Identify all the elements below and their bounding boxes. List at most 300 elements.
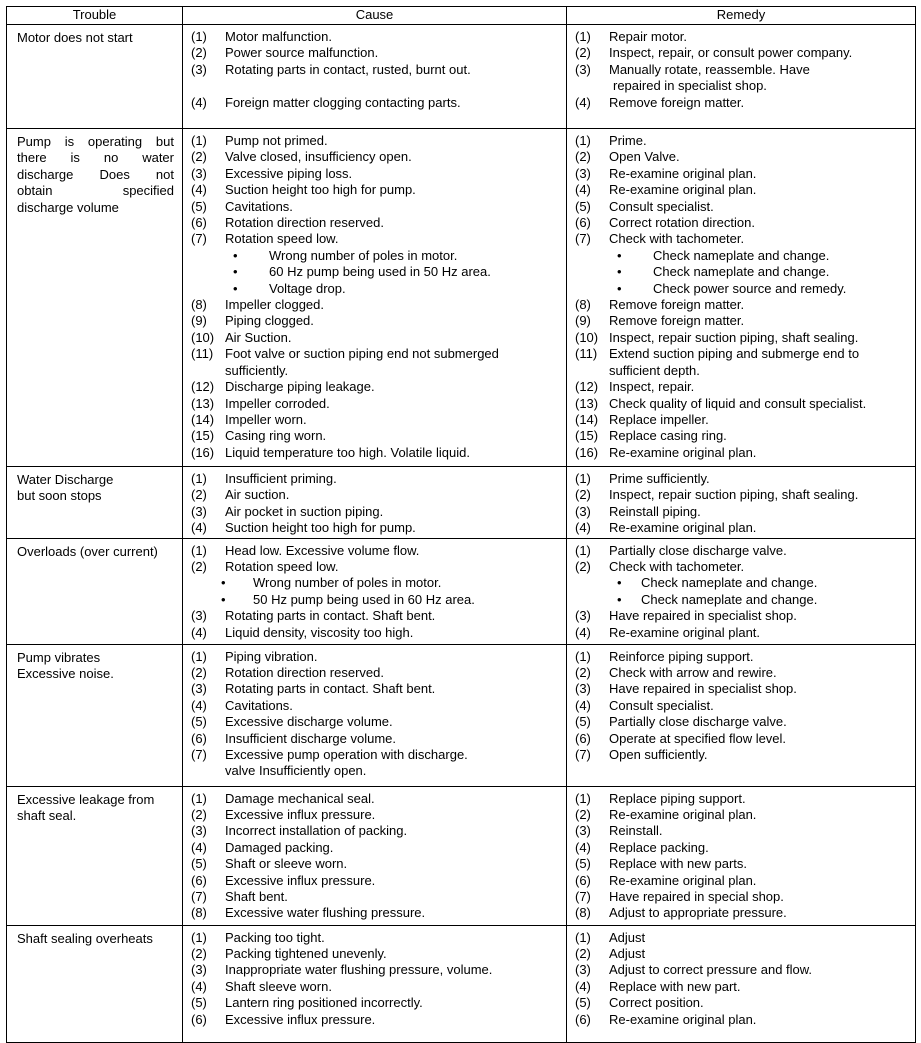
item-number: (6) <box>575 1011 591 1027</box>
cause-item <box>191 649 562 665</box>
item-number: (3) <box>191 681 207 697</box>
cause-item <box>191 608 562 624</box>
remedy-item <box>575 962 911 978</box>
cause-item <box>191 346 562 379</box>
item-text: Have repaired in specialist shop. <box>609 608 797 624</box>
item-text: Adjust to correct pressure and flow. <box>609 962 813 978</box>
bullet-dot-icon: • <box>617 575 622 591</box>
cause-item <box>191 873 562 889</box>
item-text: Partially close discharge valve. <box>609 714 787 730</box>
cause-cell <box>183 786 567 925</box>
cause-item <box>191 166 562 182</box>
item-number: (3) <box>575 608 591 624</box>
remedy-cell <box>567 786 916 925</box>
item-text: Excessive discharge volume. <box>225 714 393 730</box>
item-text: Insufficient priming. <box>225 471 337 486</box>
item-number: (2) <box>191 487 207 503</box>
header-remedy: Remedy <box>567 7 916 25</box>
item-text: Air Suction. <box>225 329 292 345</box>
remedy-item <box>575 379 911 395</box>
item-number: (15) <box>191 428 215 444</box>
item-text: Open sufficiently. <box>609 747 708 763</box>
remedy-item <box>575 543 911 559</box>
cause-cell <box>183 129 567 467</box>
item-text: Lantern ring positioned incorrectly. <box>225 995 423 1011</box>
item-number: (2) <box>575 45 591 61</box>
remedy-item <box>575 946 911 962</box>
item-text: Adjust to appropriate pressure. <box>609 905 787 921</box>
item-number: (2) <box>575 149 591 165</box>
item-text: Adjust <box>609 929 646 945</box>
bullet-text: 60 Hz pump being used in 50 Hz area. <box>269 264 491 280</box>
bullet-dot-icon: • <box>233 264 238 280</box>
item-text: Cavitations. <box>225 697 293 713</box>
remedy-item <box>575 791 911 807</box>
item-number: (3) <box>191 503 207 519</box>
remedy-item <box>575 95 911 111</box>
remedy-item <box>575 45 911 61</box>
item-number: (5) <box>191 856 207 872</box>
item-text: Valve closed, insufficiency open. <box>225 149 412 165</box>
remedy-item <box>575 889 911 905</box>
remedy-item <box>575 487 911 503</box>
item-number: (2) <box>575 487 591 503</box>
item-number: (5) <box>191 198 207 214</box>
cause-item <box>191 445 562 461</box>
cause-item <box>191 930 562 946</box>
remedy-cell <box>567 538 916 644</box>
item-text: Re-examine original plan. <box>609 1011 757 1027</box>
item-number: (10) <box>575 329 599 345</box>
cause-item <box>191 313 562 329</box>
item-text: Have repaired in special shop. <box>609 889 784 905</box>
remedy-item <box>575 559 911 575</box>
remedy-item <box>575 747 911 763</box>
item-number: (4) <box>191 624 207 640</box>
item-text: Motor malfunction. <box>225 29 332 44</box>
item-number: (2) <box>191 665 207 681</box>
item-text: Reinstall piping. <box>609 503 701 519</box>
bullet-item <box>575 592 911 608</box>
item-text: Rotating parts in contact. Shaft bent. <box>225 608 436 624</box>
item-number: (5) <box>575 714 591 730</box>
item-number: (4) <box>191 697 207 713</box>
remedy-item <box>575 608 911 624</box>
remedy-item <box>575 856 911 872</box>
item-text-continuation: repaired in specialist shop. <box>613 78 767 94</box>
cause-item <box>191 905 562 921</box>
item-number: (6) <box>191 730 207 746</box>
bullet-dot-icon: • <box>617 280 622 296</box>
cause-item <box>191 681 562 697</box>
item-number: (5) <box>191 995 207 1011</box>
item-number: (1) <box>575 133 591 148</box>
cause-item <box>191 45 562 61</box>
item-number: (3) <box>575 165 591 181</box>
remedy-item <box>575 873 911 889</box>
item-text: Excessive water flushing pressure. <box>225 905 426 921</box>
remedy-item <box>575 182 911 198</box>
item-text: Consult specialist. <box>609 697 714 713</box>
troubleshooting-table <box>6 6 916 1043</box>
bullet-text: Voltage drop. <box>269 280 346 296</box>
item-number: (3) <box>575 681 591 697</box>
item-text: Liquid density, viscosity too high. <box>225 624 414 640</box>
header-trouble: Trouble <box>7 7 183 25</box>
item-number: (6) <box>191 215 207 231</box>
item-text-continuation: sufficiently. <box>225 362 289 378</box>
bullet-item <box>191 592 562 608</box>
item-number: (11) <box>575 346 598 362</box>
cause-item <box>191 62 562 78</box>
table-row <box>7 786 916 925</box>
item-text: Check with arrow and rewire. <box>609 665 777 681</box>
item-number: (2) <box>575 559 591 575</box>
bullet-text: Check nameplate and change. <box>641 575 818 591</box>
item-number: (3) <box>191 823 207 839</box>
bullet-item <box>575 264 911 280</box>
item-number: (4) <box>575 839 591 855</box>
cause-item <box>191 1012 562 1028</box>
item-number: (6) <box>575 730 591 746</box>
item-text: Piping clogged. <box>225 313 314 329</box>
item-text: Discharge piping leakage. <box>225 379 375 395</box>
cause-cell <box>183 25 567 129</box>
trouble-cell <box>7 644 183 786</box>
cause-item <box>191 962 562 978</box>
item-text: Adjust <box>609 946 646 962</box>
item-text: Correct rotation direction. <box>609 215 755 231</box>
item-number: (3) <box>575 962 591 978</box>
remedy-item <box>575 445 911 461</box>
item-number: (16) <box>191 444 215 460</box>
item-number: (1) <box>191 133 207 148</box>
item-number: (2) <box>191 807 207 823</box>
item-text: Air pocket in suction piping. <box>225 503 384 519</box>
bullet-text: 50 Hz pump being used in 60 Hz area. <box>253 591 475 607</box>
cause-item <box>191 995 562 1011</box>
item-text: Check with tachometer. <box>609 231 745 247</box>
troubleshooting-table-container <box>6 6 915 1027</box>
item-text: Re-examine original plan. <box>609 182 757 198</box>
cause-item <box>191 747 562 780</box>
header-cause: Cause <box>183 7 567 25</box>
item-text: Replace piping support. <box>609 790 746 806</box>
item-text: Excessive influx pressure. <box>225 1011 376 1027</box>
cause-item <box>191 698 562 714</box>
cause-item <box>191 504 562 520</box>
cause-item <box>191 823 562 839</box>
remedy-item <box>575 823 911 839</box>
item-text: Re-examine original plan. <box>609 444 757 460</box>
item-text: Impeller worn. <box>225 411 307 427</box>
item-number: (1) <box>575 648 591 664</box>
remedy-item <box>575 649 911 665</box>
bullet-item <box>191 248 562 264</box>
item-number: (13) <box>191 395 215 411</box>
bullet-text: Wrong number of poles in motor. <box>253 575 442 591</box>
cause-item <box>191 396 562 412</box>
cause-item <box>191 665 562 681</box>
remedy-item <box>575 346 911 379</box>
trouble-text: shaft seal. <box>17 808 77 824</box>
trouble-cell <box>7 786 183 925</box>
remedy-item <box>575 330 911 346</box>
item-number: (3) <box>191 962 207 978</box>
trouble-text: but soon stops <box>17 488 102 504</box>
item-number: (4) <box>575 94 591 110</box>
remedy-item <box>575 149 911 165</box>
remedy-item <box>575 62 911 95</box>
item-text: Rotating parts in contact. Shaft bent. <box>225 681 436 697</box>
remedy-cell <box>567 644 916 786</box>
item-text: Inappropriate water flushing pressure, volume. <box>225 962 493 978</box>
item-text: Liquid temperature too high. Volatile liquid. <box>225 444 470 460</box>
item-text: Replace packing. <box>609 839 709 855</box>
cause-item <box>191 330 562 346</box>
item-number: (8) <box>575 905 591 921</box>
item-number: (1) <box>191 790 207 806</box>
cause-item <box>191 182 562 198</box>
trouble-text: Excessive noise. <box>17 666 114 682</box>
remedy-item <box>575 231 911 247</box>
item-text: Foot valve or suction piping end not submerged <box>225 346 499 362</box>
item-text: Pump not primed. <box>225 133 328 148</box>
bullet-text: Check power source and remedy. <box>653 280 847 296</box>
item-number: (1) <box>191 471 207 486</box>
cause-item <box>191 807 562 823</box>
item-text: Suction height too high for pump. <box>225 520 416 536</box>
item-number: (2) <box>191 946 207 962</box>
bullet-text: Check nameplate and change. <box>653 264 830 280</box>
item-number: (1) <box>191 929 207 945</box>
bullet-item <box>575 575 911 591</box>
bullet-dot-icon: • <box>233 280 238 296</box>
item-text: Impeller corroded. <box>225 395 330 411</box>
item-text: Remove foreign matter. <box>609 297 745 313</box>
remedy-item <box>575 681 911 697</box>
item-number: (7) <box>191 747 207 763</box>
bullet-text: Check nameplate and change. <box>653 247 830 263</box>
item-text: Replace casing ring. <box>609 428 727 444</box>
cause-item <box>191 979 562 995</box>
remedy-item <box>575 166 911 182</box>
remedy-item <box>575 313 911 329</box>
item-text: Re-examine original plant. <box>609 624 761 640</box>
remedy-cell <box>567 467 916 539</box>
item-text: Replace impeller. <box>609 411 709 427</box>
item-text: Insufficient discharge volume. <box>225 730 397 746</box>
remedy-item <box>575 428 911 444</box>
item-number: (7) <box>575 231 591 247</box>
item-number: (15) <box>575 428 599 444</box>
item-number: (9) <box>191 313 207 329</box>
item-number: (3) <box>575 823 591 839</box>
trouble-text: discharge Does not <box>17 166 174 182</box>
cause-item <box>191 731 562 747</box>
item-text: Re-examine original plan. <box>609 165 757 181</box>
trouble-text: Water Discharge <box>17 472 114 487</box>
bullet-dot-icon: • <box>617 591 622 607</box>
item-number: (13) <box>575 395 599 411</box>
bullet-dot-icon: • <box>617 247 622 263</box>
item-text: Reinstall. <box>609 823 663 839</box>
item-number: (16) <box>575 444 599 460</box>
item-number: (9) <box>575 313 591 329</box>
item-text: Rotation speed low. <box>225 231 339 247</box>
trouble-text: obtain specified <box>17 183 174 199</box>
item-number: (14) <box>191 411 215 427</box>
item-text: Remove foreign matter. <box>609 94 745 110</box>
cause-cell <box>183 644 567 786</box>
item-text: Inspect, repair, or consult power company. <box>609 45 853 61</box>
remedy-item <box>575 199 911 215</box>
item-text: Rotation speed low. <box>225 559 339 575</box>
table-row <box>7 925 916 1042</box>
item-number: (12) <box>575 379 599 395</box>
item-number: (2) <box>191 149 207 165</box>
item-text: Excessive piping loss. <box>225 165 353 181</box>
item-text: Incorrect installation of packing. <box>225 823 408 839</box>
bullet-item <box>191 264 562 280</box>
item-text: Power source malfunction. <box>225 45 379 61</box>
remedy-item <box>575 930 911 946</box>
item-text: Inspect, repair suction piping, shaft sealing. <box>609 329 859 345</box>
item-text: Reinforce piping support. <box>609 648 754 664</box>
cause-item <box>191 297 562 313</box>
item-number: (6) <box>575 872 591 888</box>
item-text: Re-examine original plan. <box>609 872 757 888</box>
item-number: (7) <box>575 889 591 905</box>
cause-cell <box>183 538 567 644</box>
cause-item <box>191 379 562 395</box>
item-text: Damage mechanical seal. <box>225 790 375 806</box>
item-number: (2) <box>575 946 591 962</box>
item-number: (1) <box>575 790 591 806</box>
item-number: (5) <box>191 714 207 730</box>
cause-item <box>191 95 562 111</box>
cause-cell <box>183 467 567 539</box>
item-text-continuation: sufficient depth. <box>609 362 700 378</box>
item-number: (3) <box>575 503 591 519</box>
cause-item <box>191 487 562 503</box>
item-number: (5) <box>575 198 591 214</box>
item-number: (4) <box>575 182 591 198</box>
table-row <box>7 538 916 644</box>
item-text: Re-examine original plan. <box>609 807 757 823</box>
remedy-item <box>575 905 911 921</box>
item-number: (1) <box>575 929 591 945</box>
trouble-cell <box>7 129 183 467</box>
item-number: (7) <box>191 889 207 905</box>
item-number: (7) <box>575 747 591 763</box>
remedy-item <box>575 807 911 823</box>
item-text: Suction height too high for pump. <box>225 182 416 198</box>
item-number: (4) <box>191 839 207 855</box>
remedy-item <box>575 698 911 714</box>
trouble-cell <box>7 467 183 539</box>
trouble-text: Pump vibrates <box>17 649 101 665</box>
item-text: Head low. Excessive volume flow. <box>225 542 420 558</box>
header-row <box>7 7 916 25</box>
remedy-cell <box>567 925 916 1042</box>
item-text: Inspect, repair. <box>609 379 695 395</box>
item-text: Manually rotate, reassemble. Have <box>609 61 810 77</box>
cause-item <box>191 133 562 149</box>
trouble-text: there is no water <box>17 150 174 166</box>
remedy-item <box>575 29 911 45</box>
cause-item <box>191 199 562 215</box>
trouble-text: Motor does not start <box>17 30 133 45</box>
bullet-text: Check nameplate and change. <box>641 591 818 607</box>
item-number: (10) <box>191 329 215 345</box>
bullet-item <box>575 281 911 297</box>
item-text: Remove foreign matter. <box>609 313 745 329</box>
bullet-dot-icon: • <box>233 247 238 263</box>
remedy-item <box>575 412 911 428</box>
item-text: Excessive influx pressure. <box>225 807 376 823</box>
cause-item <box>191 231 562 247</box>
trouble-text: Overloads (over current) <box>17 543 158 559</box>
item-text-continuation: valve Insufficiently open. <box>225 763 367 779</box>
item-text: Open Valve. <box>609 149 680 165</box>
trouble-cell <box>7 25 183 129</box>
item-number: (6) <box>191 872 207 888</box>
cause-item <box>191 714 562 730</box>
remedy-item <box>575 625 911 641</box>
cause-cell <box>183 925 567 1042</box>
item-number: (4) <box>191 520 207 536</box>
item-text: Packing tightened unevenly. <box>225 946 387 962</box>
item-number: (14) <box>575 411 599 427</box>
item-text: Replace with new part. <box>609 978 741 994</box>
item-text: Excessive influx pressure. <box>225 872 376 888</box>
item-number: (4) <box>575 624 591 640</box>
remedy-item <box>575 1012 911 1028</box>
item-text: Re-examine original plan. <box>609 520 757 536</box>
remedy-item <box>575 297 911 313</box>
remedy-item <box>575 520 911 536</box>
remedy-item <box>575 731 911 747</box>
item-text: Shaft sleeve worn. <box>225 978 332 994</box>
item-text: Rotation direction reserved. <box>225 665 384 681</box>
bullet-item <box>575 248 911 264</box>
remedy-item <box>575 979 911 995</box>
item-number: (3) <box>191 165 207 181</box>
item-number: (8) <box>575 297 591 313</box>
table-row <box>7 467 916 539</box>
item-text: Repair motor. <box>609 29 688 44</box>
remedy-item <box>575 471 911 487</box>
item-text: Piping vibration. <box>225 648 318 664</box>
item-text: Casing ring worn. <box>225 428 327 444</box>
bullet-item <box>191 575 562 591</box>
item-text: Shaft or sleeve worn. <box>225 856 348 872</box>
item-number: (6) <box>191 1011 207 1027</box>
table-row <box>7 129 916 467</box>
item-number: (1) <box>575 542 591 558</box>
remedy-cell <box>567 25 916 129</box>
item-number: (1) <box>575 29 591 44</box>
trouble-text: Pump is operating but <box>17 134 174 149</box>
bullet-dot-icon: • <box>221 591 226 607</box>
trouble-cell <box>7 538 183 644</box>
table-body <box>7 25 916 1043</box>
item-text: Prime. <box>609 133 647 148</box>
item-number: (6) <box>575 215 591 231</box>
item-number: (3) <box>191 608 207 624</box>
item-text: Check quality of liquid and consult specialist. <box>609 395 867 411</box>
